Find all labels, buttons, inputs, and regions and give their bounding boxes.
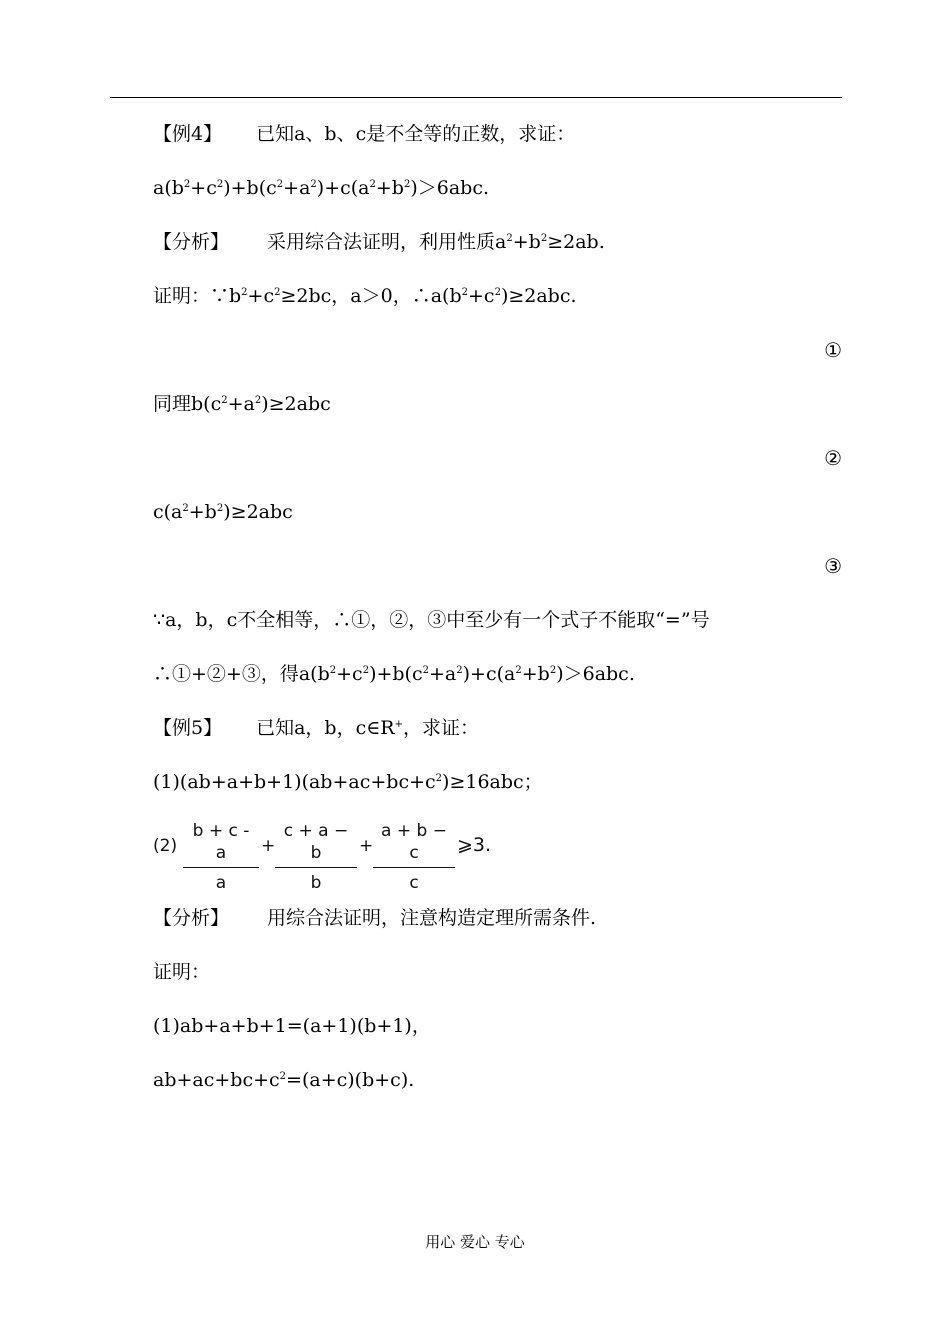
part-2-suffix: ⩾3. bbox=[457, 834, 492, 856]
example-4-label: 【例4】 bbox=[153, 123, 223, 145]
example-4-statement: 已知a、b、c是不全等的正数，求证： bbox=[256, 123, 576, 145]
equation-number-3: ③ bbox=[824, 554, 842, 578]
fraction-3: a + b − c c bbox=[373, 820, 455, 894]
example-5-heading: 【例5】 已知a，b，c∈R+，求证： bbox=[153, 717, 480, 739]
equation-number-1: ① bbox=[824, 338, 842, 362]
page-footer: 用心 爱心 专心 bbox=[425, 1233, 525, 1251]
proof-heading: 证明： bbox=[153, 961, 211, 983]
analysis-2-label: 【分析】 bbox=[153, 907, 230, 929]
example-5-part-1: $(1)(ab+a+b+1)(ab+ac+bc+c^2)\ge 16abc$； bbox=[153, 771, 543, 793]
proof-line-4: ∵a，b，c不全相等，∴①，②，③中至少有一个式子不能取“=”号 bbox=[153, 609, 710, 631]
analysis-2: 【分析】 用综合法证明，注意构造定理所需条件. bbox=[153, 907, 597, 929]
fraction-2: c + a − b b bbox=[275, 820, 357, 894]
proof-line-5: ∴①+②+③，得$a(b^2+c^2)+b(c^2+a^2)+c(a^2+b^2)>6abc$. bbox=[153, 663, 635, 685]
analysis-1-label: 【分析】 bbox=[153, 231, 230, 253]
plus-sign-2: + bbox=[359, 836, 374, 856]
plus-sign-1: + bbox=[261, 836, 276, 856]
proof-line-6: (1)ab+a+b+1=(a+1)(b+1)， bbox=[153, 1015, 431, 1037]
part-2-prefix: (2) bbox=[153, 836, 178, 856]
example-4-heading bbox=[153, 121, 575, 147]
example-5-label: 【例5】 bbox=[153, 717, 223, 739]
proof-line-3: $c(a^2+b^2)\ge 2abc$ bbox=[153, 501, 293, 523]
proof-line-7: $ab+ac+bc+c^2=(a+c)(b+c)$. bbox=[153, 1069, 415, 1091]
proof-line-2: 同理$b(c^2+a^2)\ge 2abc$ bbox=[153, 393, 331, 415]
proof-line-1: 证明：$\because b^2+c^2\ge 2bc$，a＞0，$\therefore a(b^2+c^2)\ge 2abc$. bbox=[153, 285, 577, 307]
analysis-1: 【分析】 采用综合法证明，利用性质$a^2+b^2\ge 2ab$. bbox=[153, 231, 605, 253]
example-4-expression: $a(b^2+c^2)+b(c^2+a^2)+c(a^2+b^2)>6abc$. bbox=[153, 177, 490, 199]
header-rule bbox=[110, 97, 842, 98]
equation-number-2: ② bbox=[824, 446, 842, 470]
fraction-1: b + c - a a bbox=[183, 820, 259, 894]
